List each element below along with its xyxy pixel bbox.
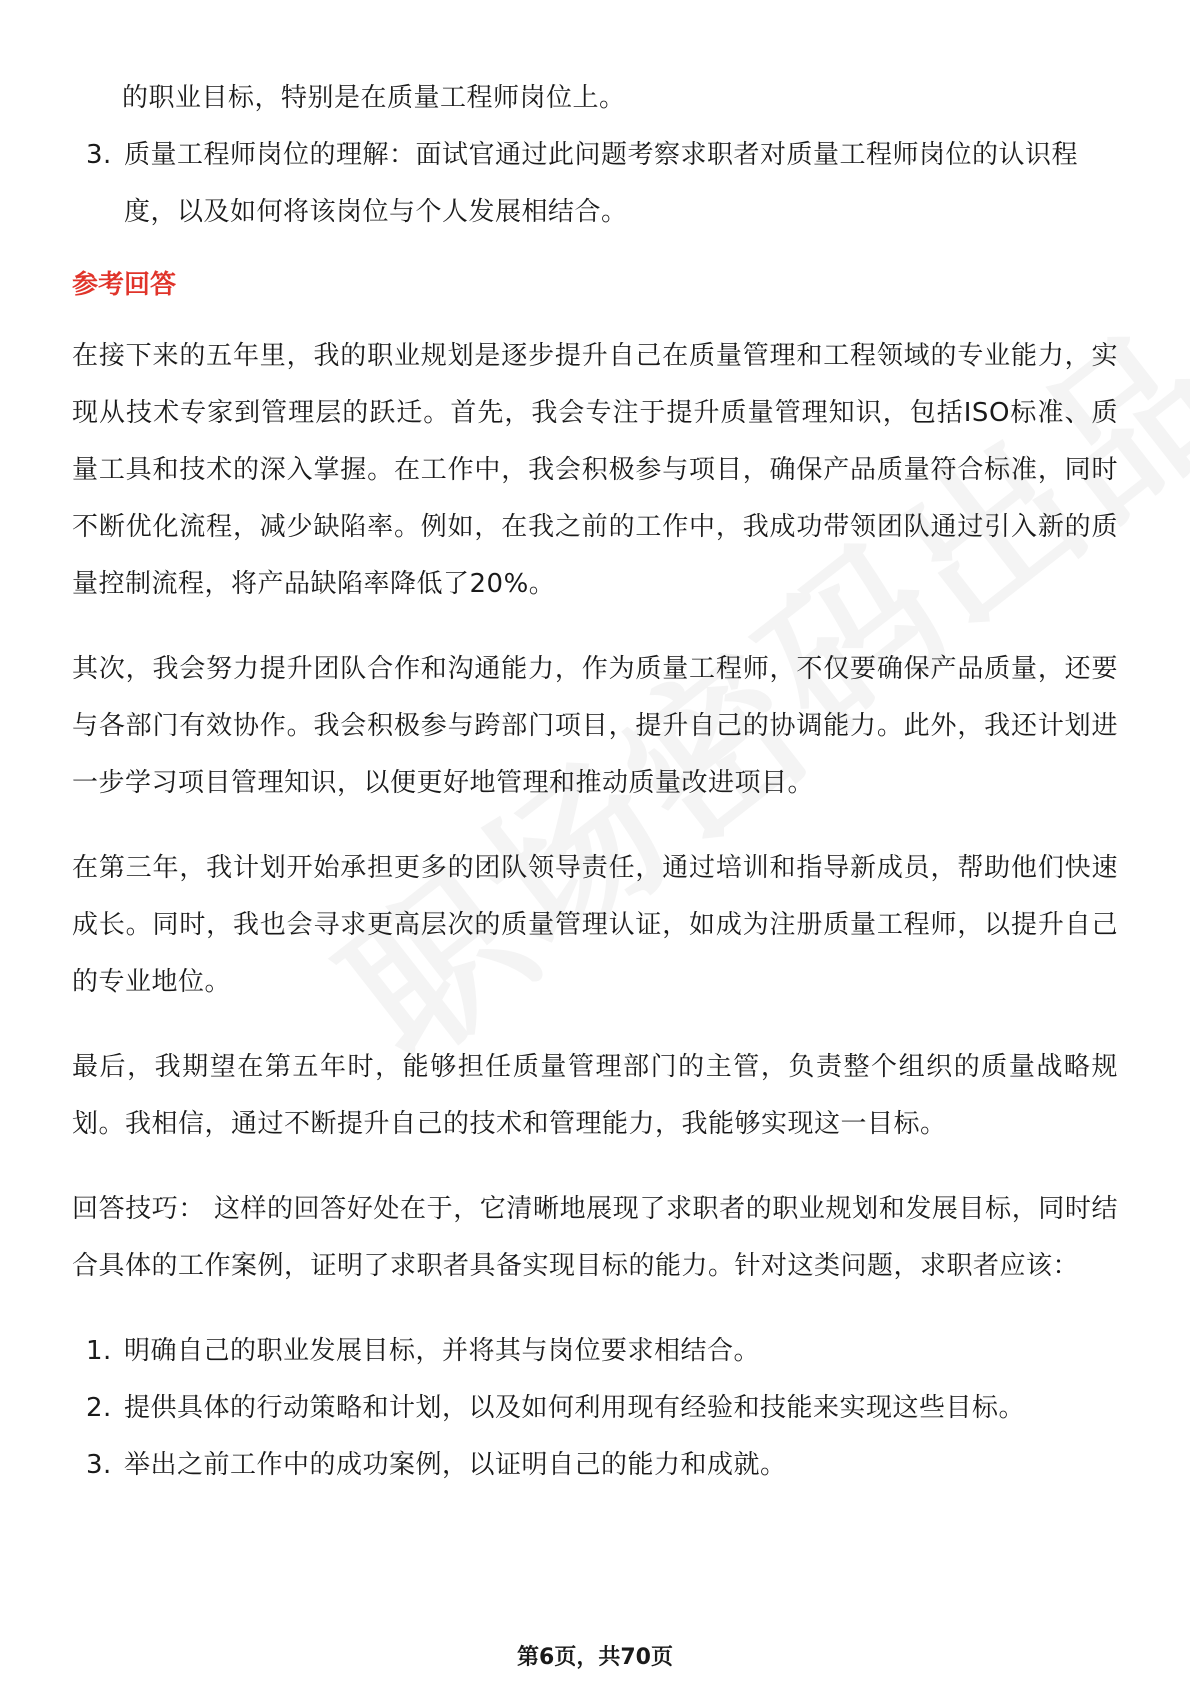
section-title: 参考回答 — [72, 270, 177, 300]
list-number: 1. — [86, 1336, 112, 1366]
tips-paragraph: 回答技巧： 这样的回答好处在于，它清晰地展现了求职者的职业规划和发展目标，同时结合具体的工作案例，证明了求职者具备实现目标的能力。针对这类问题，求职者应该： — [72, 1194, 1118, 1281]
list-text: 明确自己的职业发展目标，并将其与岗位要求相结合。 — [124, 1336, 761, 1366]
answer-paragraph: 最后，我期望在第五年时，能够担任质量管理部门的主管，负责整个组织的质量战略规划。我相信，通过不断提升自己的技术和管理能力，我能够实现这一目标。 — [72, 1052, 1118, 1139]
list-text: 质量工程师岗位的理解：面试官通过此问题考察求职者对质量工程师岗位的认识程度，以及如何将该岗位与个人发展相结合。 — [124, 140, 1079, 227]
answer-paragraph: 在第三年，我计划开始承担更多的团队领导责任，通过培训和指导新成员，帮助他们快速成长。同时，我也会寻求更高层次的质量管理认证，如成为注册质量工程师，以提升自己的专业地位。 — [72, 853, 1118, 997]
list-number: 2. — [86, 1393, 112, 1423]
answer-paragraph: 其次，我会努力提升团队合作和沟通能力，作为质量工程师，不仅要确保产品质量，还要与各部门有效协作。我会积极参与跨部门项目，提升自己的协调能力。此外，我还计划进一步学习项目管理知识，以便更好地管理和推动质量改进项目。 — [72, 654, 1118, 798]
list-item — [72, 1437, 1118, 1494]
tips-list — [72, 1323, 1118, 1494]
list-item — [72, 1380, 1118, 1437]
list-text: 提供具体的行动策略和计划，以及如何利用现有经验和技能来实现这些目标。 — [124, 1393, 1026, 1423]
list-item — [72, 1323, 1118, 1380]
list-text: 举出之前工作中的成功案例，以证明自己的能力和成就。 — [124, 1450, 787, 1480]
question-focus-list — [72, 127, 1118, 241]
continued-text: 的职业目标，特别是在质量工程师岗位上。 — [122, 83, 626, 113]
page-number: 第6页，共70页 — [517, 1645, 673, 1670]
list-item — [72, 127, 1118, 241]
list-number: 3. — [86, 140, 112, 170]
answer-paragraph: 在接下来的五年里，我的职业规划是逐步提升自己在质量管理和工程领域的专业能力，实现从技术专家到管理层的跃迁。首先，我会专注于提升质量管理知识，包括ISO标准、质量工具和技术的深入掌握。在工作中，我会积极参与项目，确保产品质量符合标准，同时不断优化流程，减少缺陷率。例如，在我之前的工作中，我成功带领团队通过引入新的质量控制流程，将产品缺陷率降低了20%。 — [72, 341, 1118, 599]
document-page — [72, 70, 1118, 1494]
list-number: 3. — [86, 1450, 112, 1480]
